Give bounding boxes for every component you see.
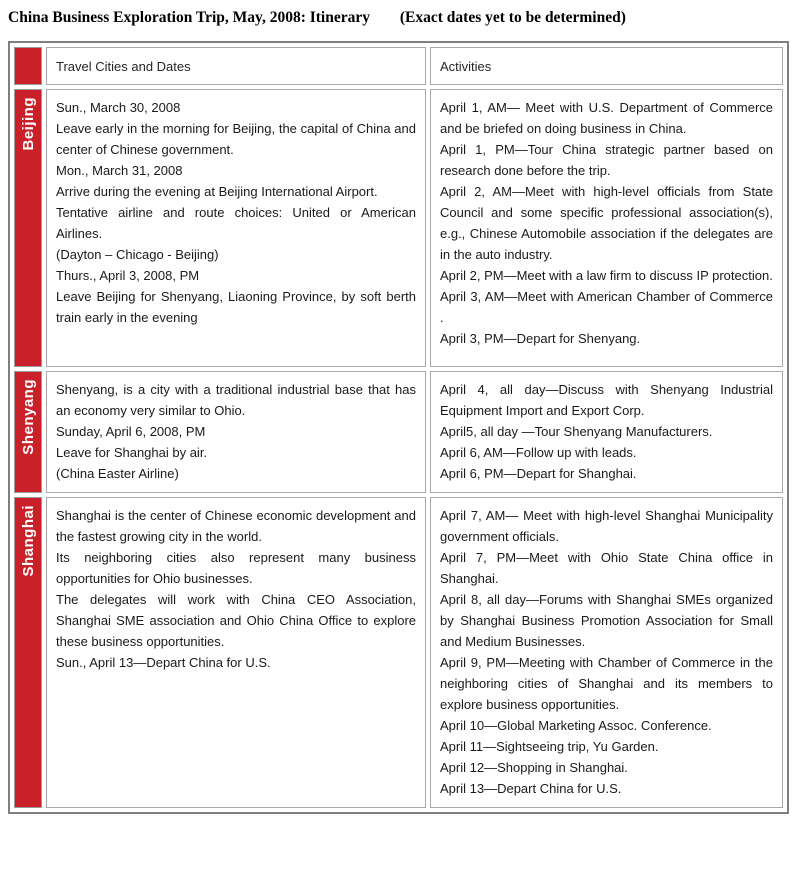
table-row-shanghai [14,497,783,808]
paragraph: (China Easter Airline) [56,466,179,481]
paragraph: Shanghai is the center of Chinese economic development and the fastest growing city in the world. [56,508,416,544]
paragraph: April 4, all day—Discuss with Shenyang Industrial Equipment Import and Export Corp. [440,382,773,418]
paragraph: Mon., March 31, 2008 [56,163,183,178]
paragraph: April 8, all day—Forums with Shanghai SMEs organized by Shanghai Business Promotion Association for Small and Medium Businesses. [440,592,773,649]
paragraph: April 1, PM—Tour China strategic partner based on research done before the trip. [440,142,773,178]
paragraph: April 3, AM—Meet with American Chamber of Commerce . [440,289,773,325]
paragraph: April 7, PM—Meet with Ohio State China office in Shanghai. [440,550,773,586]
paragraph: April 11—Sightseeing trip, Yu Garden. [440,739,659,754]
beijing-activities-cell [430,89,783,367]
city-cell-shanghai [14,497,42,808]
city-label-shenyang: Shenyang [19,379,37,455]
paragraph: Thurs., April 3, 2008, PM [56,268,200,283]
paragraph: Its neighboring cities also represent many business opportunities for Ohio businesses. [56,550,416,586]
paragraph: Sunday, April 6, 2008, PM [56,424,206,439]
paragraph: Tentative airline and route choices: United or American Airlines. [56,205,416,241]
shanghai-travel-cell [46,497,426,808]
city-cell-beijing [14,89,42,367]
shenyang-activities-cell [430,371,783,493]
paragraph: The delegates will work with China CEO Association, Shanghai SME association and Ohio China Office to explore these business opportunities. [56,592,416,649]
paragraph: Shenyang, is a city with a traditional industrial base that has an economy very similar to Ohio. [56,382,416,418]
page-title-main: China Business Exploration Trip, May, 2008: Itinerary [8,9,370,26]
paragraph: April 2, AM—Meet with high-level officials from State Council and some specific professional association(s), e.g., Chinese Automobile association if the delegates are in the auto industry. [440,184,773,262]
header-travel-cities: Travel Cities and Dates [46,47,426,85]
paragraph: April 9, PM—Meeting with Chamber of Commerce in the neighboring cities of Shanghai and its members to explore business opportunities. [440,655,773,712]
shanghai-activities-cell [430,497,783,808]
city-cell-shenyang [14,371,42,493]
header-activities: Activities [430,47,783,85]
city-label-beijing: Beijing [19,97,37,151]
itinerary-table [8,41,789,814]
paragraph: Sun., April 13—Depart China for U.S. [56,655,271,670]
header-city-cell [14,47,42,85]
table-header-row [14,47,783,85]
paragraph: April 6, AM—Follow up with leads. [440,445,637,460]
paragraph: Sun., March 30, 2008 [56,100,181,115]
page-title-note: (Exact dates yet to be determined) [399,9,626,26]
paragraph: Leave Beijing for Shenyang, Liaoning Province, by soft berth train early in the evening [56,289,416,325]
paragraph: (Dayton – Chicago - Beijing) [56,247,219,262]
paragraph: April 3, PM—Depart for Shenyang. [440,331,641,346]
shenyang-travel-cell [46,371,426,493]
city-label-shanghai: Shanghai [19,505,37,577]
paragraph: April 1, AM— Meet with U.S. Department of Commerce and be briefed on doing business in China. [440,100,773,136]
paragraph: Leave for Shanghai by air. [56,445,208,460]
table-row-beijing [14,89,783,367]
table-row-shenyang [14,371,783,493]
paragraph: April 6, PM—Depart for Shanghai. [440,466,637,481]
paragraph: Arrive during the evening at Beijing International Airport. [56,184,378,199]
paragraph: April5, all day —Tour Shenyang Manufacturers. [440,424,713,439]
paragraph: Leave early in the morning for Beijing, the capital of China and center of Chinese government. [56,121,416,157]
paragraph: April 12—Shopping in Shanghai. [440,760,628,775]
paragraph: April 7, AM— Meet with high-level Shanghai Municipality government officials. [440,508,773,544]
paragraph: April 13—Depart China for U.S. [440,781,622,796]
page-title [8,9,790,27]
paragraph: April 2, PM—Meet with a law firm to discuss IP protection. [440,268,773,283]
paragraph: April 10—Global Marketing Assoc. Conference. [440,718,712,733]
beijing-travel-cell [46,89,426,367]
